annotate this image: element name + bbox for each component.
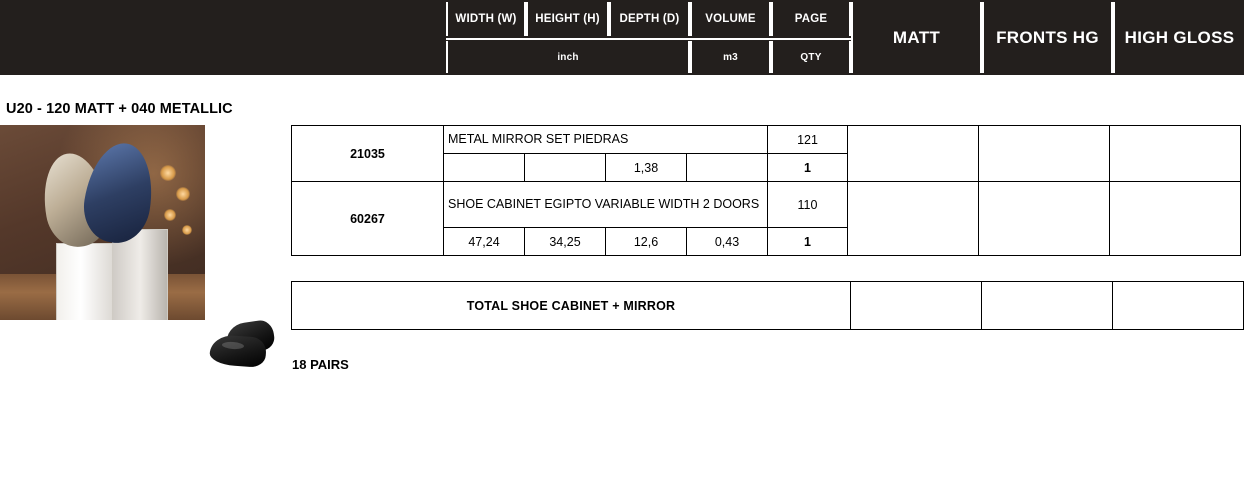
group-title: U20 - 120 MATT + 040 METALLIC — [6, 101, 233, 117]
item-high-gloss-value — [1110, 182, 1241, 256]
item-depth: 1,38 — [606, 154, 687, 182]
pairs-note: 18 PAIRS — [292, 357, 349, 372]
header-col-page: PAGE — [771, 2, 851, 36]
lamp-icon — [176, 187, 190, 201]
table-row — [292, 126, 1241, 154]
total-matt-value — [851, 282, 982, 330]
header-finish-fronts-hg: FRONTS HG — [982, 2, 1113, 73]
item-volume — [687, 154, 768, 182]
item-volume: 0,43 — [687, 228, 768, 256]
total-fronts-hg-value — [982, 282, 1113, 330]
item-qty: 1 — [768, 154, 848, 182]
pedestal-left — [56, 243, 118, 320]
header-divider — [446, 38, 851, 40]
item-fronts-hg-value — [979, 126, 1110, 182]
item-fronts-hg-value — [979, 182, 1110, 256]
item-description: SHOE CABINET EGIPTO VARIABLE WIDTH 2 DOORS — [444, 182, 768, 228]
item-high-gloss-value — [1110, 126, 1241, 182]
header-unit-m3: m3 — [690, 41, 771, 73]
item-height: 34,25 — [525, 228, 606, 256]
table-row — [292, 182, 1241, 228]
lamp-icon — [182, 225, 192, 235]
item-matt-value — [848, 126, 979, 182]
item-code: 21035 — [292, 126, 444, 182]
header-col-volume: VOLUME — [690, 2, 771, 36]
product-photo — [0, 125, 205, 320]
header-unit-qty: QTY — [771, 41, 851, 73]
total-row — [292, 282, 1244, 330]
items-table — [291, 125, 1241, 256]
header-col-height: HEIGHT (H) — [526, 2, 609, 36]
total-high-gloss-value — [1113, 282, 1244, 330]
item-page: 121 — [768, 126, 848, 154]
item-width: 47,24 — [444, 228, 525, 256]
item-height — [525, 154, 606, 182]
item-page: 110 — [768, 182, 848, 228]
header-unit-inch: inch — [446, 41, 690, 73]
total-table — [291, 281, 1244, 330]
item-description: METAL MIRROR SET PIEDRAS — [444, 126, 768, 154]
shoes-photo — [208, 320, 284, 368]
shoe-front — [209, 334, 267, 368]
table-header-band — [0, 0, 1244, 75]
item-code: 60267 — [292, 182, 444, 256]
item-depth: 12,6 — [606, 228, 687, 256]
item-qty: 1 — [768, 228, 848, 256]
header-finish-high-gloss: HIGH GLOSS — [1113, 2, 1244, 73]
item-width — [444, 154, 525, 182]
header-col-depth: DEPTH (D) — [609, 2, 690, 36]
header-finish-matt: MATT — [851, 2, 982, 73]
header-col-width: WIDTH (W) — [446, 2, 526, 36]
item-matt-value — [848, 182, 979, 256]
total-label: TOTAL SHOE CABINET + MIRROR — [292, 282, 851, 330]
